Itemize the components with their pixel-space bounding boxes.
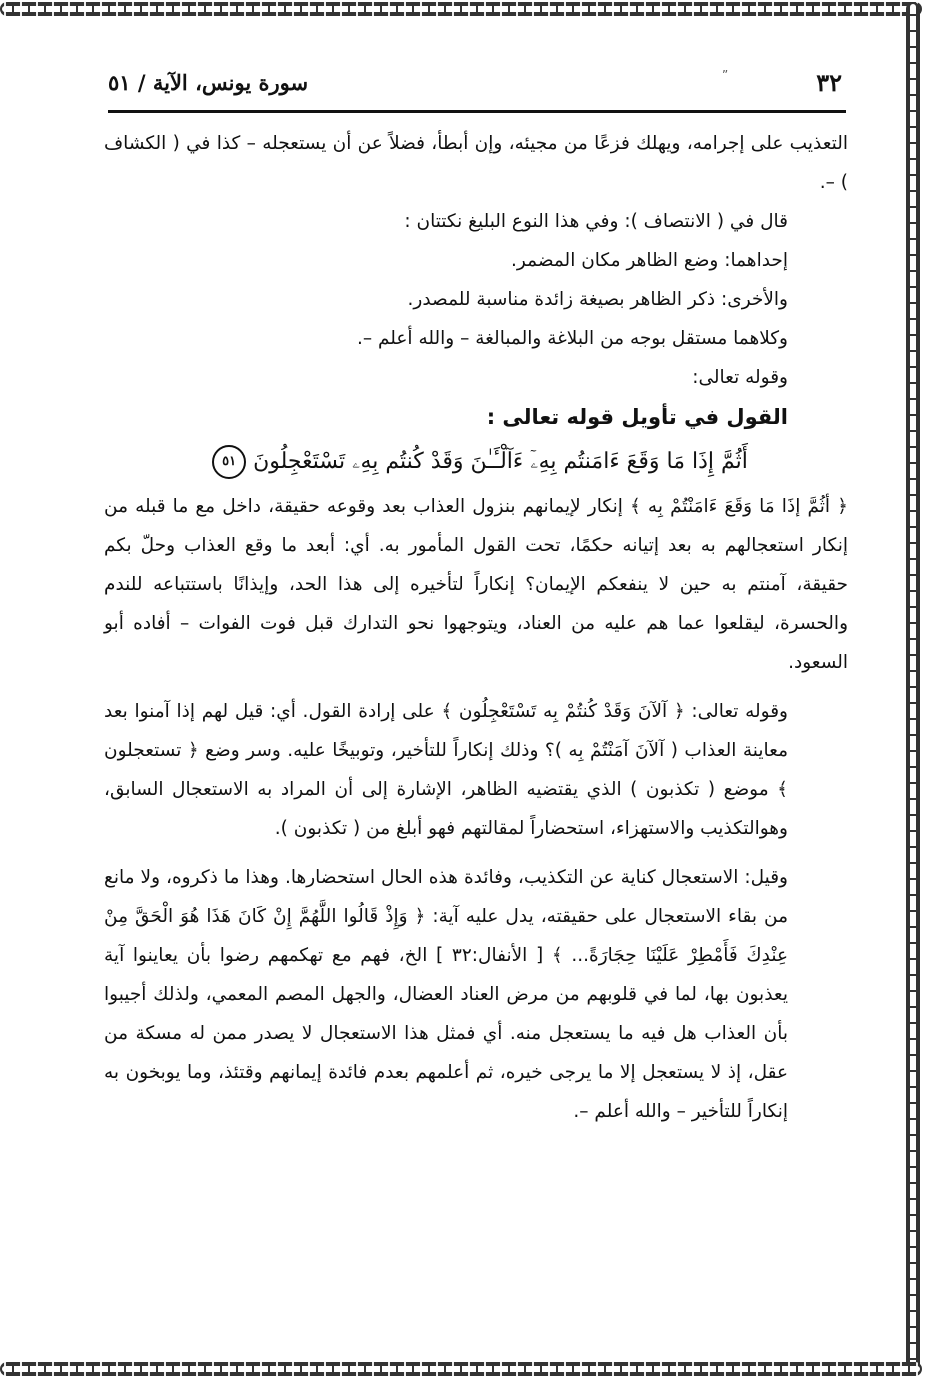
paragraph-4: والأخرى: ذكر الظاهر بصيغة زائدة مناسبة للمصدر. [407, 289, 788, 310]
verse-number-marker: ٥١ [212, 445, 246, 479]
header-rule [108, 110, 846, 113]
paragraph-3: إحداهما: وضع الظاهر مكان المضمر. [511, 250, 788, 271]
page-number: ٣٢ [816, 68, 842, 97]
paragraph-7: ﴿ أثُمَّ إذَا مَا وَقَعَ ءَامَنْتُمْ بِه ﴾ إنكار لإيمانهم بنزول العذاب بعد وقوعه حقيقة، داخل مع ما قبله من إنكار استعجالهم به بعد إتيانه حكمًا، تحت القول المأمور به. أي: أبعد ما وقع العذاب وحلّ بكم حقيقة، آمنتم به حين لا ينفعكم الإيمان؟ إنكاراً لتأخيره إلى هذا الحد، وإيذانًا باستتباعه للندم والحسرة، ليقلعوا عما هم عليه من العناد، ويتوجهوا نحو التدارك قبل فوت الفوات – أفاده أبو السعود. [104, 496, 848, 673]
header-ornament-icon: ˮ [722, 68, 729, 82]
paragraph-8: وقوله تعالى: ﴿ آلآنَ وَقَدْ كُنتُمْ بِه تَسْتَعْجِلُون ﴾ على إرادة القول. أي: قيل لهم إذا آمنوا بعد معاينة العذاب ( آلآنَ آمَنْتُمْ بِه )؟ وذلك إنكاراً للتأخير، وتوبيخًا عليه. وسر وضع ﴿ تستعجلون ﴾ موضع ( تكذبون ) الذي يقتضيه الظاهر، الإشارة إلى أن المراد به الاستعجال السابق، وهوالتكذيب والاستهزاء، استحضاراً لمقالتهم فهو أبلغ من ( تكذبون ). [104, 701, 788, 839]
paragraph-1: التعذيب على إجرامه، ويهلك فزعًا من مجيئه، وإن أبطأ، فضلاً عن أن يستعجله – كذا في ( الكشاف ) –. [104, 133, 848, 193]
bottom-border [0, 1362, 922, 1376]
right-border [906, 2, 920, 1376]
paragraph-2: قال في ( الانتصاف ): وفي هذا النوع البليغ نكتتان : [404, 211, 788, 232]
top-border [0, 2, 922, 16]
section-heading: القول في تأويل قوله تعالى : [486, 405, 788, 429]
quran-verse [104, 437, 848, 487]
paragraph-9: وقيل: الاستعجال كناية عن التكذيب، وفائدة هذه الحال استحضارها. وهذا ما ذكروه، ولا مانع من بقاء الاستعجال على حقيقته، يدل عليه آية: ﴿ وَإِذْ قَالُوا اللَّهُمَّ إِنْ كَانَ هَذَا هُوَ الْحَقَّ مِنْ عِنْدِكَ فَأَمْطِرْ عَلَيْنَا حِجَارَةً... ﴾ [ الأنفال:٣٢ ] الخ، فهم مع تهكمهم رضوا بأن يعاينوا آية يعذبون بها، لما في قلوبهم من مرض العناد العضال، والجهل المصم المعمي، ولذلك أجيبوا بأن العذاب هل فيه ما يستعجل منه. أي فمثل هذا الاستعجال لا يصدر ممن له مسكة من عقل، إذ لا يستعجل إلا ما يرجى خيره، ثم أعلمهم بعدم فائدة إيمانهم وقتئذ، وما يوبخون به إنكاراً للتأخير – والله أعلم –. [104, 867, 788, 1122]
verse-text: أَثُمَّ إِذَا مَا وَقَعَ ءَامَنتُم بِهِۦٓ ءَآلْـَٔـٰنَ وَقَدْ كُنتُم بِهِۦ تَسْتَعْجِلُونَ [253, 449, 748, 474]
surah-reference: سورة يونس، الآية / ٥١ [108, 70, 309, 95]
paragraph-6: وقوله تعالى: [692, 367, 788, 388]
paragraph-5: وكلاهما مستقل بوجه من البلاغة والمبالغة – والله أعلم –. [356, 328, 788, 349]
page-header [108, 66, 846, 106]
page-body [104, 124, 848, 1131]
